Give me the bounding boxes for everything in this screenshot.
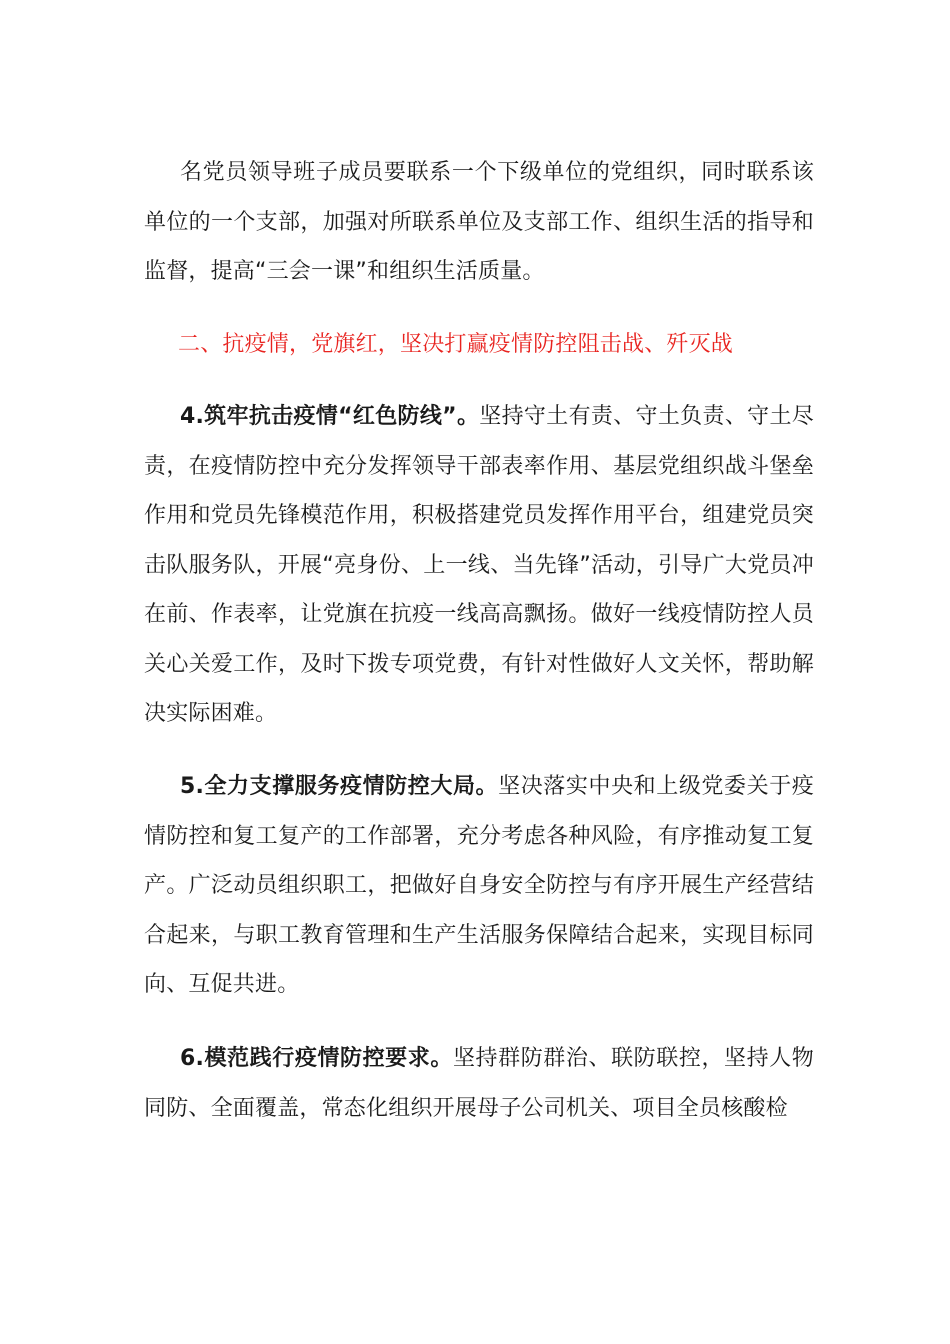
item-5-body: 坚决落实中央和上级党委关于疫情防控和复工复产的工作部署，充分考虑各种风险，有序推动复工复产。广泛动员组织职工，把做好自身安全防控与有序开展生产经营结合起来，与职工教育管理和生产生活服务保障结合起来，实现目标同向、互促共进。 [144, 774, 814, 997]
item-6-title: 6.模范践行疫情防控要求。 [180, 1046, 453, 1071]
section-heading [178, 320, 733, 369]
paragraph-item-4 [144, 392, 814, 739]
paragraph-item-5 [144, 762, 814, 1010]
paragraph-continuation-text: 名党员领导班子成员要联系一个下级单位的党组织，同时联系该单位的一个支部，加强对所联系单位及支部工作、组织生活的指导和监督，提高“三会一课”和组织生活质量。 [144, 160, 814, 284]
item-4-title: 4.筑牢抗击疫情“红色防线”。 [180, 404, 480, 429]
paragraph-item-6 [144, 1034, 814, 1133]
item-6-body: 坚持群防群治、联防联控，坚持人物同防、全面覆盖，常态化组织开展母子公司机关、项目全员核酸检 [144, 1046, 814, 1121]
item-5-title: 5.全力支撑服务疫情防控大局。 [180, 774, 499, 799]
section-heading-text: 二、抗疫情，党旗红，坚决打赢疫情防控阻击战、歼灭战 [178, 332, 734, 357]
paragraph-continuation [144, 148, 814, 297]
item-4-body: 坚持守土有责、守土负责、守土尽责，在疫情防控中充分发挥领导干部表率作用、基层党组织战斗堡垒作用和党员先锋模范作用，积极搭建党员发挥作用平台，组建党员突击队服务队，开展“亮身份、上一线、当先锋”活动，引导广大党员冲在前、作表率，让党旗在抗疫一线高高飘扬。做好一线疫情防控人员关心关爱工作，及时下拨专项党费，有针对性做好人文关怀，帮助解决实际困难。 [144, 404, 814, 726]
